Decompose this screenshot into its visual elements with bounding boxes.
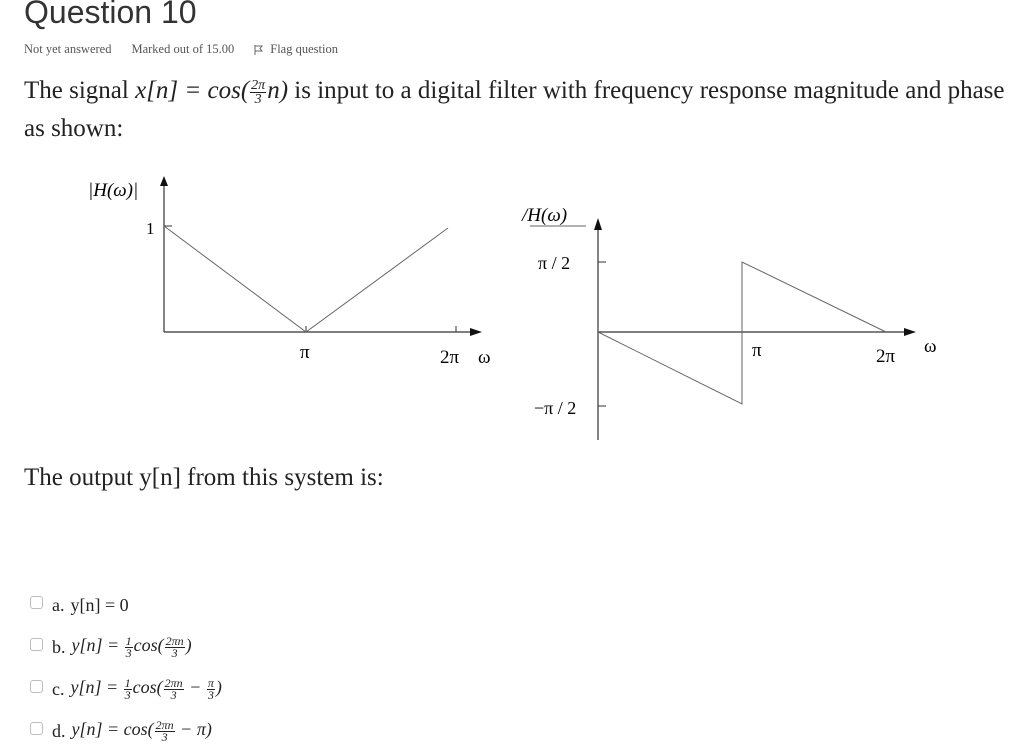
- answer-d-tail: − π): [180, 719, 212, 740]
- answer-c-lhs: y[n] =: [70, 677, 119, 698]
- signal-tail: n): [267, 77, 289, 104]
- answer-d-checkbox[interactable]: [30, 722, 43, 735]
- magnitude-curve: [164, 226, 448, 332]
- answer-c-coef-num: 1: [124, 675, 131, 690]
- answer-d-arg-num: 2πn: [155, 717, 174, 732]
- answer-b-coef-num: 1: [125, 633, 132, 648]
- question-text-prefix: The signal: [24, 77, 129, 104]
- answer-status: Not yet answered: [24, 42, 112, 56]
- answer-c-minus: −: [189, 677, 202, 698]
- mag-xaxis-label: ω: [478, 347, 491, 368]
- answer-c-arg-den: 3: [170, 687, 177, 702]
- answer-c-arg: [164, 675, 184, 702]
- answer-options: [30, 584, 222, 752]
- answer-c-coef: [124, 675, 132, 702]
- answer-c-coef-den: 3: [124, 687, 131, 702]
- mag-ytick-1: 1: [146, 219, 155, 238]
- answer-a-checkbox[interactable]: [30, 596, 43, 609]
- mag-xtick-2pi: 2π: [440, 347, 460, 368]
- signal-expression: [135, 77, 289, 107]
- signal-frac-den: 3: [254, 91, 262, 107]
- phase-ytick-neg: −π / 2: [534, 398, 577, 418]
- answer-a-text: y[n] = 0: [70, 594, 129, 615]
- phase-y-arrow: [594, 218, 602, 230]
- filter-response-figure: [0, 160, 1024, 450]
- phase-ytick-pos: π / 2: [538, 253, 571, 273]
- answer-c-func: cos(: [132, 677, 163, 698]
- phase-xaxis-label: ω: [924, 336, 937, 357]
- answer-option-b[interactable]: [30, 626, 222, 668]
- answer-b-coef: [125, 633, 133, 660]
- phase-xtick-pi: π: [752, 340, 762, 361]
- answer-option-a[interactable]: [30, 584, 222, 626]
- answer-b-arg-num: 2πn: [165, 633, 184, 648]
- answer-b-coef-den: 3: [125, 645, 132, 660]
- mag-xtick-pi: π: [300, 342, 310, 363]
- answer-c-phase-den: 3: [207, 687, 214, 702]
- answer-c-tail: ): [215, 677, 222, 698]
- answer-b-expression: [72, 635, 192, 658]
- answer-b-arg: [165, 633, 185, 660]
- question-meta: [24, 42, 338, 57]
- flag-icon: [254, 45, 264, 55]
- answer-c-phase-num: π: [207, 675, 214, 690]
- phase-x-arrow: [904, 328, 916, 336]
- answer-b-checkbox[interactable]: [30, 638, 43, 651]
- phase-plot: [521, 205, 937, 440]
- answer-d-arg-den: 3: [161, 729, 168, 744]
- answer-d-func: cos(: [123, 719, 154, 740]
- mag-ylabel: |H(ω)|: [88, 180, 139, 201]
- phase-ylabel: /H(ω): [522, 205, 568, 226]
- answer-b-lhs: y[n] =: [71, 635, 120, 656]
- mag-x-arrow: [470, 328, 482, 336]
- answer-c-arg-num: 2πn: [164, 675, 183, 690]
- signal-fraction: [250, 79, 266, 106]
- answer-c-checkbox[interactable]: [30, 680, 43, 693]
- answer-d-letter: d.: [52, 720, 66, 741]
- phase-curve: [598, 262, 886, 404]
- mag-y-arrow: [160, 176, 168, 186]
- signal-lhs: x[n] = cos(: [135, 77, 250, 104]
- question-text: [24, 72, 1024, 148]
- answer-b-arg-den: 3: [171, 645, 178, 660]
- question-title: Question 10: [24, 0, 197, 30]
- answer-c-phase: [207, 675, 215, 702]
- magnitude-plot: [88, 176, 491, 368]
- answer-c-letter: c.: [52, 678, 65, 699]
- answer-b-letter: b.: [52, 636, 66, 657]
- question-text-suffix: is input to a digital filter with frequency response magnitude and phase as shown:: [24, 77, 1005, 142]
- signal-frac-num: 2π: [251, 77, 266, 93]
- answer-d-arg: [155, 717, 175, 744]
- output-prompt: The output y[n] from this system is:: [24, 464, 384, 491]
- answer-option-c[interactable]: [30, 668, 222, 710]
- answer-a-letter: a.: [52, 594, 65, 615]
- answer-c-expression: [71, 677, 222, 700]
- marks-info: Marked out of 15.00: [131, 42, 235, 56]
- phase-xtick-2pi: 2π: [876, 346, 896, 367]
- flag-question-link[interactable]: [254, 42, 338, 57]
- answer-b-tail: ): [185, 635, 192, 656]
- flag-label: Flag question: [270, 42, 338, 56]
- answer-option-d[interactable]: [30, 710, 222, 752]
- answer-d-expression: [72, 719, 212, 742]
- answer-b-func: cos(: [133, 635, 164, 656]
- answer-d-lhs: y[n] =: [71, 719, 120, 740]
